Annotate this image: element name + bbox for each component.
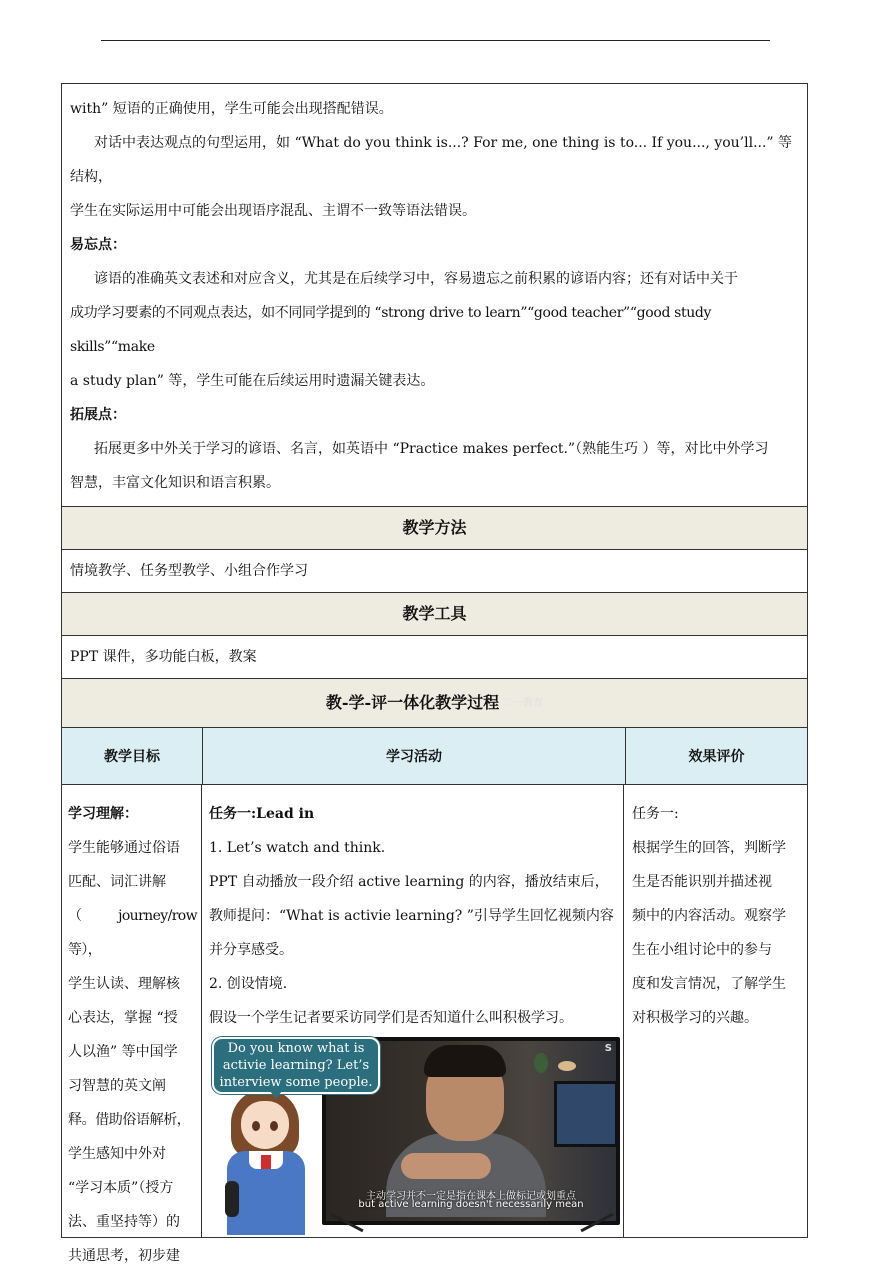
- activity-line: 2. 创设情境.: [209, 976, 288, 992]
- channel-badge: S: [604, 1043, 612, 1054]
- tools-content: PPT 课件，多功能白板，教案: [61, 635, 808, 678]
- header-activities: 学习活动: [203, 728, 626, 784]
- subheading-forget: 易忘点：: [70, 237, 126, 253]
- activity-line: 教师提问：“What is activie learning? ”引导学生回忆视频内容: [209, 908, 614, 924]
- objective-line: （journey/row 等），: [68, 908, 197, 958]
- illustration: [209, 1037, 616, 1235]
- process-title: 教-学-评一体化教学过程: [325, 693, 500, 712]
- process-heading: [61, 678, 808, 727]
- evaluation-line: 度和发言情况，了解学生: [632, 976, 786, 992]
- evaluation-line: 生在小组讨论中的参与: [632, 942, 772, 958]
- methods-heading: 教学方法: [61, 506, 808, 549]
- objective-line: 法、重坚持等）的: [68, 1214, 180, 1230]
- evaluation-line: 频中的内容活动。观察学: [632, 908, 786, 924]
- objective-line: 释。借助俗语解析，: [68, 1112, 191, 1128]
- plant-shape: [534, 1053, 548, 1073]
- microphone-icon: [225, 1181, 239, 1217]
- evaluation-line: 对积极学习的兴趣。: [632, 1010, 758, 1026]
- activity-line: 假设一个学生记者要采访同学们是否知道什么叫积极学习。: [209, 1010, 573, 1026]
- paragraph: 对话中表达观点的句型运用，如 “What do you think is...? For me, one thing is to... If you..., you’ll...” 等结构，: [70, 135, 793, 185]
- speech-bubble: Do you know what is activie learning? Let’s interview some people.: [212, 1037, 380, 1094]
- student-reporter-image: [221, 1085, 311, 1235]
- activities-cell: [202, 785, 624, 1237]
- objective-line: 人以渔” 等中国学: [68, 1044, 178, 1060]
- evaluation-line: 生是否能识别并描述视: [632, 874, 772, 890]
- header-rule: [101, 40, 770, 41]
- task-title: 任务一:Lead in: [209, 806, 315, 822]
- objective-line: “学习本质”（授方: [68, 1180, 174, 1196]
- methods-content: 情境教学、任务型教学、小组合作学习: [61, 549, 808, 592]
- header-objectives: 教学目标: [62, 728, 203, 784]
- difficulty-section: [61, 83, 808, 506]
- lamp-shape: [558, 1061, 576, 1071]
- activity-line: PPT 自动播放一段介绍 active learning 的内容，播放结束后，: [209, 874, 609, 890]
- evaluation-line: 根据学生的回答，判断学: [632, 840, 786, 856]
- evaluation-line: 任务一:: [632, 806, 679, 822]
- evaluation-cell: [624, 785, 807, 1237]
- watermark-logo: 二一教育: [503, 697, 544, 709]
- objective-line: 学生能够通过俗语: [68, 840, 180, 856]
- tools-heading: 教学工具: [61, 592, 808, 635]
- paragraph: 成功学习要素的不同观点表达，如不同同学提到的 “strong drive to learn”“good teacher”“good study skills”“make: [70, 305, 712, 355]
- objective-line: 学习理解：: [68, 806, 138, 822]
- table-header-row: [61, 727, 808, 784]
- paragraph: 学生在实际运用中可能会出现语序混乱、主谓不一致等语法错误。: [70, 203, 476, 219]
- presenter-hands: [401, 1153, 491, 1179]
- speech-bubble-tail: [267, 1087, 285, 1099]
- activity-line: 并分享感受。: [209, 942, 293, 958]
- objective-line: 学生认读、理解核: [68, 976, 180, 992]
- subheading-extend: 拓展点：: [70, 407, 126, 423]
- objective-line: 学生感知中外对: [68, 1146, 166, 1162]
- paragraph: a study plan” 等，学生可能在后续运用时遗漏关键表达。: [70, 373, 435, 389]
- objective-line: 习智慧的英文阐: [68, 1078, 166, 1094]
- objectives-cell: [62, 785, 202, 1264]
- table-row: [61, 784, 808, 1264]
- paragraph: with” 短语的正确使用，学生可能会出现搭配错误。: [70, 101, 393, 117]
- presenter-hair: [424, 1045, 506, 1077]
- subtitle-english: but active learning doesn't necessarily mean: [358, 1199, 584, 1210]
- subtitle-chinese: 主动学习并不一定是指在课本上做标记或划重点: [366, 1191, 576, 1202]
- monitor-shape: [554, 1081, 618, 1147]
- document-table: [61, 83, 808, 1264]
- header-evaluation: 效果评价: [688, 749, 745, 765]
- paragraph: 智慧，丰富文化知识和语言积累。: [70, 475, 280, 491]
- objective-line: 共通思考，初步建: [68, 1248, 180, 1264]
- paragraph: 拓展更多中外关于学习的谚语、名言，如英语中 “Practice makes perfect.”（熟能生巧 ）等，对比中外学习: [94, 441, 769, 457]
- objective-line: 匹配、词汇讲解: [68, 874, 166, 890]
- paragraph: 谚语的准确英文表述和对应含义，尤其是在后续学习中，容易遗忘之前积累的谚语内容；还有对话中关于: [94, 271, 738, 287]
- objective-line: 心表达，掌握 “授: [68, 1010, 178, 1026]
- activity-line: 1. Let’s watch and think.: [209, 840, 386, 856]
